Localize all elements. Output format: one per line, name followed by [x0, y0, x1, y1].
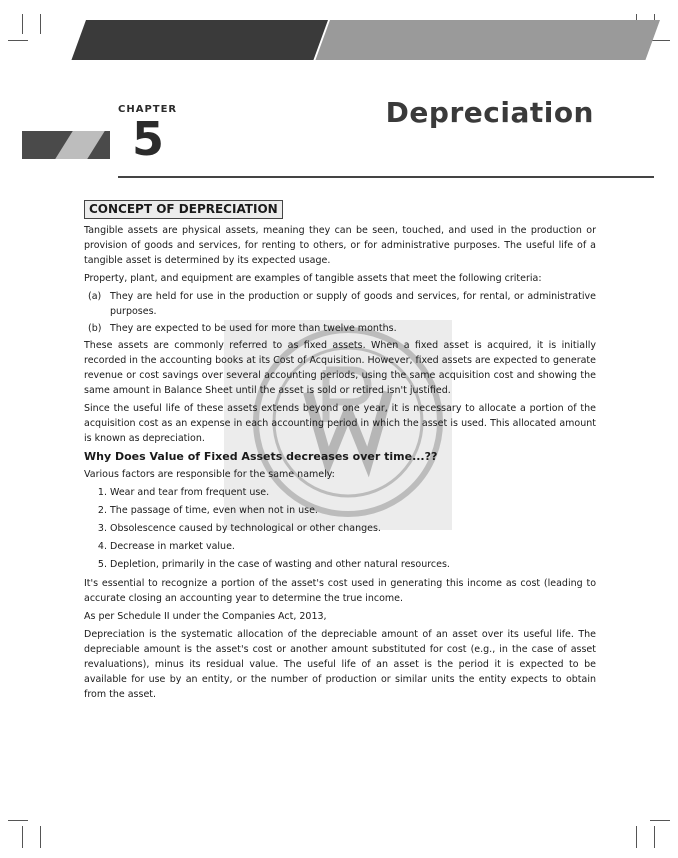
section-heading: CONCEPT OF DEPRECIATION: [84, 200, 283, 219]
paragraph: It's essential to recognize a portion of the asset's cost used in generating this income as cost (leading to accurate closing an accounting year to determine the true income.: [84, 578, 596, 604]
crop-mark: [22, 826, 23, 848]
crop-mark: [636, 826, 637, 848]
crop-mark: [40, 14, 41, 34]
paragraph: As per Schedule II under the Companies Act, 2013,: [84, 611, 327, 622]
paragraph: These assets are commonly referred to as fixed assets. When a fixed asset is acquired, it is initially recorded in the accounting books at its Cost of Acquisition. However, fixed assets are expected to generate revenue or cost savings over several accounting periods, using the same acquisition cost and showing the same amount in Balance Sheet until the asset is sold or retired isn't justified.: [84, 340, 596, 396]
criteria-text: They are held for use in the production or supply of goods and services, for rental, or administrative purposes.: [110, 291, 596, 317]
crop-mark: [22, 14, 23, 34]
chapter-label: CHAPTER: [118, 104, 178, 115]
crop-mark: [650, 820, 670, 821]
header-band-dark: [71, 20, 328, 60]
crop-mark: [8, 40, 28, 41]
paragraph: Since the useful life of these assets extends beyond one year, it is necessary to allocate a portion of the acquisition cost as an expense in each accounting period in which the asset is used. This allocated amount is known as depreciation.: [84, 403, 596, 444]
header-band-light: [315, 20, 660, 60]
chapter-title: Depreciation: [385, 96, 594, 129]
criteria-item: [84, 321, 596, 336]
list-item: 3. Obsolescence caused by technological or other changes.: [110, 521, 596, 536]
list-item: 4. Decrease in market value.: [110, 539, 596, 554]
paragraph: Depreciation is the systematic allocation of the depreciable amount of an asset over its useful life. The depreciable amount is the asset's cost or another amount substituted for cost (e.g., in the case of asset revaluations), minus its residual value. The useful life of an asset is the period it is expected to be available for use by an entity, or the number of production or similar units the entity expects to obtain from the asset.: [84, 629, 596, 700]
crop-mark: [650, 40, 670, 41]
chapter-number: 5: [132, 112, 165, 166]
crop-mark: [8, 820, 28, 821]
list-item: 1. Wear and tear from frequent use.: [110, 485, 596, 500]
criteria-item: [84, 289, 596, 319]
paragraph: Various factors are responsible for the same namely:: [84, 469, 335, 480]
header-rule: [118, 176, 654, 178]
crop-mark: [654, 826, 655, 848]
criteria-text: They are expected to be used for more than twelve months.: [110, 323, 397, 334]
crop-mark: [40, 826, 41, 848]
criteria-label: (a): [88, 291, 102, 302]
criteria-label: (b): [88, 323, 102, 334]
paragraph: Tangible assets are physical assets, meaning they can be seen, touched, and used in the production or provision of goods and services, for renting to others, or for administrative purposes. The useful life of a tangible asset is determined by its expected usage.: [84, 225, 596, 266]
reasons-list: [84, 485, 596, 572]
list-item: 5. Depletion, primarily in the case of wasting and other natural resources.: [110, 557, 596, 572]
list-item: 2. The passage of time, even when not in use.: [110, 503, 596, 518]
paragraph: Property, plant, and equipment are examples of tangible assets that meet the following criteria:: [84, 273, 542, 284]
main-content: [84, 200, 596, 705]
subheading: Why Does Value of Fixed Assets decreases over time...??: [84, 450, 438, 463]
